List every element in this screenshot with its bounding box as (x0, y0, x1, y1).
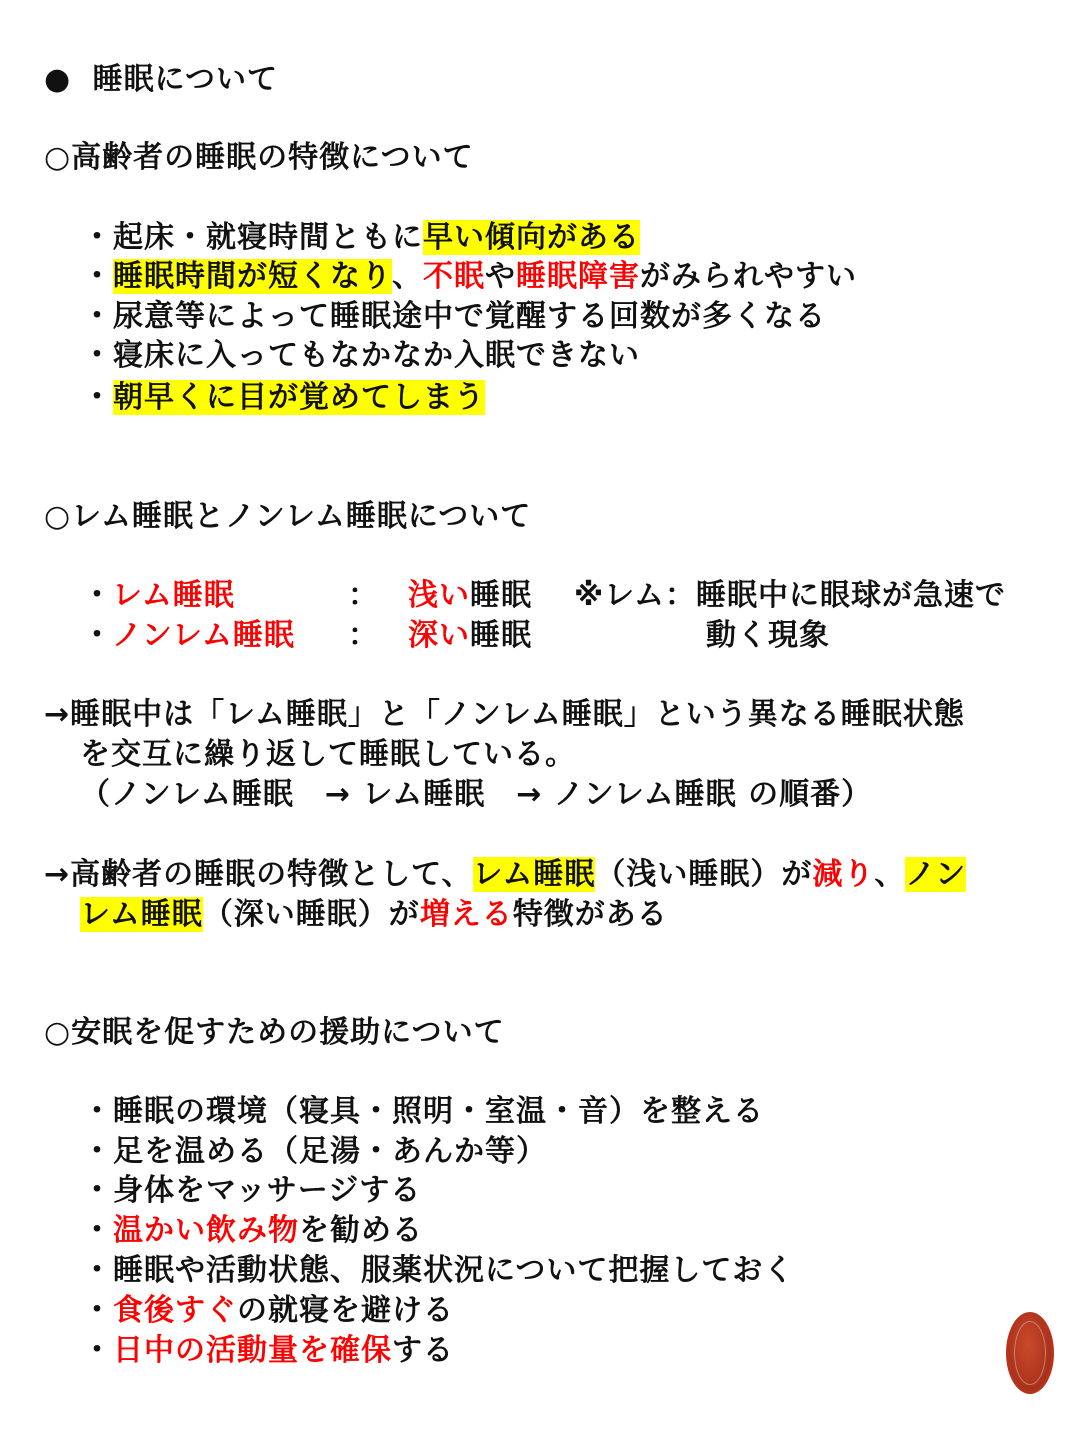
section1-item-1 (82, 218, 640, 258)
item-text: を勧める (299, 1213, 423, 1248)
emphasis-text: 温かい飲み物 (113, 1213, 299, 1248)
item-text: する (392, 1333, 454, 1368)
nonrem-depth (408, 616, 532, 656)
item-bullet: ・ (82, 1213, 113, 1248)
highlighted-text: レム睡眠 (472, 857, 596, 892)
rem-bullet: ・ (82, 578, 113, 613)
section1-item-3: ・尿意等によって睡眠途中で覚醒する回数が多くなる (82, 299, 826, 334)
nonrem-bullet: ・ (82, 618, 113, 653)
paragraph-1-line-3: （ノンレム睡眠 → レム睡眠 → ノンレム睡眠 の順番） (80, 777, 873, 812)
highlighted-text: レム睡眠 (80, 897, 203, 932)
section1-item-4: ・寝床に入ってもなかなか入眠できない (82, 338, 640, 373)
paragraph-text: （浅い睡眠）が (595, 857, 813, 892)
title-text: 睡眠について (92, 62, 279, 97)
paragraph-text: （深い睡眠）が (202, 897, 420, 932)
item-text: や (485, 259, 516, 294)
section3-item-6 (82, 1291, 454, 1331)
emphasis-text: 食後すぐ (113, 1293, 237, 1328)
page-title (44, 60, 278, 100)
section3-heading: ○安眠を促すための援助について (44, 1015, 505, 1050)
highlighted-text: 朝早くに目が覚めてしまう (113, 380, 485, 415)
oval-ornament-icon (1006, 1312, 1054, 1394)
item-bullet: ・ (82, 259, 113, 294)
rem-note: ※レム：睡眠中に眼球が急速で (574, 578, 1006, 613)
emphasis-text: 減り (812, 857, 875, 892)
section1-item-5 (82, 378, 485, 418)
paragraph-2-line-2 (80, 895, 668, 935)
section3-item-3: ・身体をマッサージする (82, 1173, 422, 1208)
nonrem-note: 動く現象 (706, 618, 830, 653)
depth-emphasis: 浅い (408, 578, 470, 613)
emphasis-text: 日中の活動量を確保 (113, 1333, 392, 1368)
section3-item-7 (82, 1331, 454, 1371)
emphasis-text: 睡眠障害 (516, 259, 640, 294)
rem-depth (408, 576, 532, 616)
paragraph-1-line-2: を交互に繰り返して睡眠している。 (80, 737, 576, 772)
section3-item-2: ・足を温める（足湯・あんか等） (82, 1134, 547, 1169)
highlighted-text: 睡眠時間が短くなり (113, 259, 392, 294)
section1-heading: ○高齢者の睡眠の特徴について (44, 140, 474, 175)
depth-suffix: 睡眠 (470, 578, 532, 613)
section2-heading: ○レム睡眠とノンレム睡眠について (44, 499, 532, 534)
highlighted-text: ノン (905, 857, 967, 892)
emphasis-text: 不眠 (423, 259, 485, 294)
rem-label: レム睡眠 (112, 578, 235, 613)
paragraph-text: 特徴がある (512, 897, 668, 932)
depth-suffix: 睡眠 (470, 618, 532, 653)
item-text: 、 (392, 259, 423, 294)
nonrem-colon: ： (348, 618, 379, 653)
emphasis-text: 増える (419, 897, 513, 932)
section1-item-2 (82, 257, 857, 297)
bullet-icon: ● (44, 62, 72, 97)
item-bullet: ・ (82, 1293, 113, 1328)
item-bullet: ・ (82, 380, 113, 415)
nonrem-label: ノンレム睡眠 (112, 618, 295, 653)
highlighted-text: 早い傾向がある (423, 220, 640, 255)
item-text: がみられやすい (640, 259, 857, 294)
item-text: ・起床・就寝時間ともに (82, 220, 423, 255)
section3-item-5: ・睡眠や活動状態、服薬状況について把握しておく (82, 1253, 795, 1288)
item-text: の就寝を避ける (237, 1293, 454, 1328)
paragraph-1-line-1: →睡眠中は「レム睡眠」と「ノンレム睡眠」という異なる睡眠状態 (44, 697, 965, 732)
paragraph-text: 、 (874, 857, 906, 892)
paragraph-2-line-1 (44, 855, 966, 895)
paragraph-text: →高齢者の睡眠の特徴として、 (44, 857, 473, 892)
rem-colon: ： (348, 578, 379, 613)
depth-emphasis: 深い (408, 618, 470, 653)
section3-item-4 (82, 1211, 423, 1251)
item-bullet: ・ (82, 1333, 113, 1368)
section3-item-1: ・睡眠の環境（寝具・照明・室温・音）を整える (82, 1094, 764, 1129)
